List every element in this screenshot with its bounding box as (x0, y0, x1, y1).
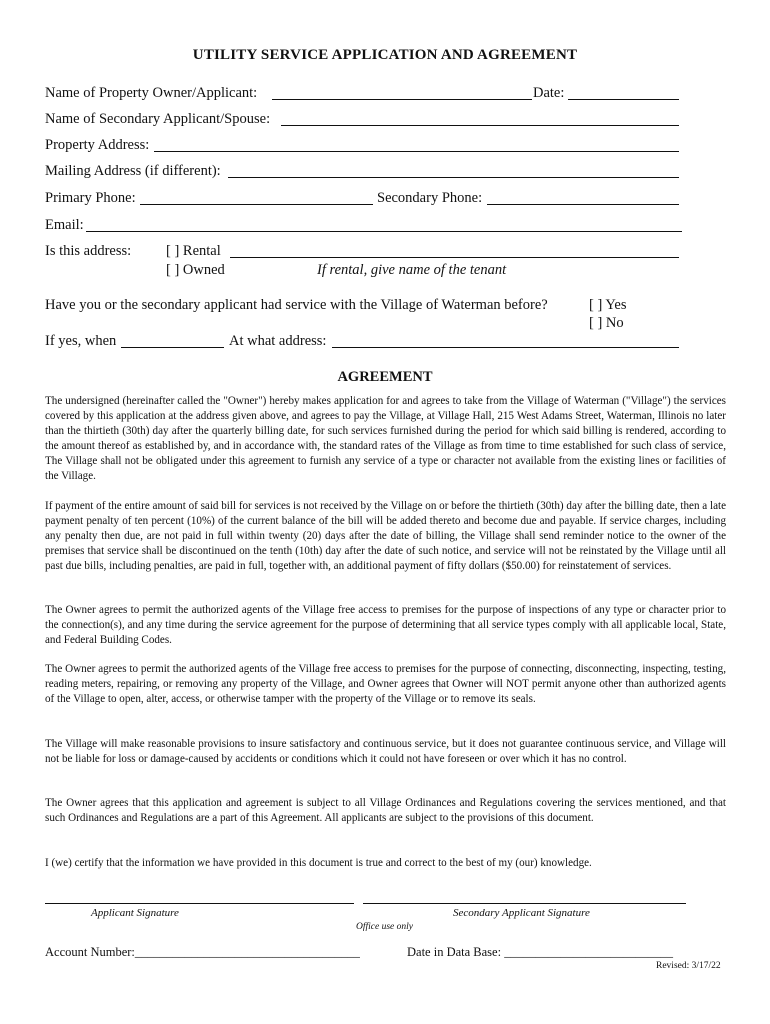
yes-checkbox[interactable]: [ ] Yes (589, 297, 627, 313)
agreement-paragraph-4: The Owner agrees to permit the authorized agents of the Village free access to premises for the purpose of connecting, disconnecting, inspecting, testing, reading meters, repairing, or removing any property of the Village, and Owner agrees that Owner will NOT permit anyone other than authorized agents of the Village to open, alter, access, or otherwise tamper with the property of the Village or to remove its seals. (45, 663, 726, 705)
if-yes-when-label: If yes, when (45, 333, 117, 349)
account-number-label: Account Number: (45, 945, 135, 959)
secondary-signature-label: Secondary Applicant Signature (453, 907, 590, 919)
tenant-hint: If rental, give name of the tenant (317, 262, 507, 278)
applicant-signature-line[interactable] (45, 903, 354, 904)
email-label: Email: (45, 217, 84, 233)
secondary-applicant-field[interactable] (281, 125, 679, 126)
date-in-database-field[interactable]: ___________________________ (504, 945, 673, 959)
tenant-name-field[interactable] (230, 257, 679, 258)
form-title: UTILITY SERVICE APPLICATION AND AGREEMENT (192, 47, 578, 63)
office-use-label: Office use only (356, 922, 413, 932)
property-address-label: Property Address: (45, 137, 150, 153)
applicant-signature-label: Applicant Signature (91, 907, 179, 919)
owner-name-field[interactable] (272, 99, 532, 100)
date-field[interactable] (568, 99, 679, 100)
prior-service-question: Have you or the secondary applicant had service with the Village of Waterman before? (45, 297, 548, 313)
primary-phone-label: Primary Phone: (45, 190, 136, 206)
property-address-field[interactable] (154, 151, 679, 152)
no-checkbox[interactable]: [ ] No (589, 315, 624, 331)
address-type-label: Is this address: (45, 243, 132, 259)
mailing-address-field[interactable] (228, 177, 679, 178)
agreement-paragraph-6: The Owner agrees that this application and agreement is subject to all Village Ordinances and Regulations covering the services mentioned, and that such Ordinances and Regulations are a part of this Agreement. All applicants are subject to the provisions of this document. (45, 797, 726, 824)
secondary-phone-label: Secondary Phone: (377, 190, 483, 206)
owner-label: Name of Property Owner/Applicant: (45, 85, 258, 101)
agreement-paragraph-5: The Village will make reasonable provisions to insure satisfactory and continuous service, but it does not guarantee continuous service, and Village will not be liable for loss or damage-caused by accidents or conditions which it could not have foreseen or over which it has no control. (45, 738, 726, 765)
prior-address-field[interactable] (332, 347, 679, 348)
certification-statement: I (we) certify that the information we have provided in this document is true and correct to the best of my (our) knowledge. (45, 857, 592, 869)
secondary-signature-line[interactable] (363, 903, 686, 904)
account-number-row (45, 945, 360, 960)
secondary-phone-field[interactable] (487, 204, 679, 205)
secondary-applicant-label: Name of Secondary Applicant/Spouse: (45, 111, 271, 127)
agreement-paragraph-2: If payment of the entire amount of said bill for services is not received by the Village on or before the thirtieth (30th) day after the billing date, then a late payment penalty of ten percent (10%) of the current balance of the bill will be added thereto and become due and payable. If service charges, including any penalty then due, are not paid in full within twenty (20) days after the date of billing, the Village shall send reminder notice to the owner of the premises that service shall be discontinued on the tenth (10th) day after the date of such notice, and service will not be reinstated by the Village until all past due bills, including penalties, are paid in full, together with, an additional payment of fifty dollars ($50.00) for reinstatement of services. (45, 500, 726, 572)
agreement-paragraph-1: The undersigned (hereinafter called the "Owner") hereby makes application for and agrees to take from the Village of Waterman ("Village") the services covered by this application at the address given above, and agrees to pay the Village, at Village Hall, 215 West Adams Street, Waterman, Illinois no later than the thirtieth (30th) day after the quarterly billing date, for such services furnished during the period for which said billing is rendered, according to the amount thereof as established by, and in accordance with, the standard rates of the Village as from time to time established for such class of service, The Village shall not be obligated under this agreement to furnish any service of a type or character not available from the existing lines or facilities of the Village. (45, 395, 726, 482)
revised-date: Revised: 3/17/22 (656, 961, 721, 971)
at-what-address-label: At what address: (229, 333, 327, 349)
prior-service-when-field[interactable] (121, 347, 224, 348)
agreement-paragraph-3: The Owner agrees to permit the authorized agents of the Village free access to premises for the purpose of inspections of any type or character prior to the connection(s), and any time during the service agreement for the purpose of determining that all service types comply with all applicable local, State, and Federal Building Codes. (45, 604, 726, 646)
owned-checkbox[interactable]: [ ] Owned (166, 262, 225, 278)
rental-checkbox[interactable]: [ ] Rental (166, 243, 221, 259)
mailing-address-label: Mailing Address (if different): (45, 163, 221, 179)
account-number-field[interactable]: ____________________________________ (134, 945, 360, 959)
primary-phone-field[interactable] (140, 204, 373, 205)
date-label: Date: (533, 85, 565, 101)
agreement-heading: AGREEMENT (337, 369, 433, 385)
email-field[interactable] (86, 231, 682, 232)
date-in-database-row (407, 945, 673, 960)
date-in-database-label: Date in Data Base: (407, 945, 502, 959)
